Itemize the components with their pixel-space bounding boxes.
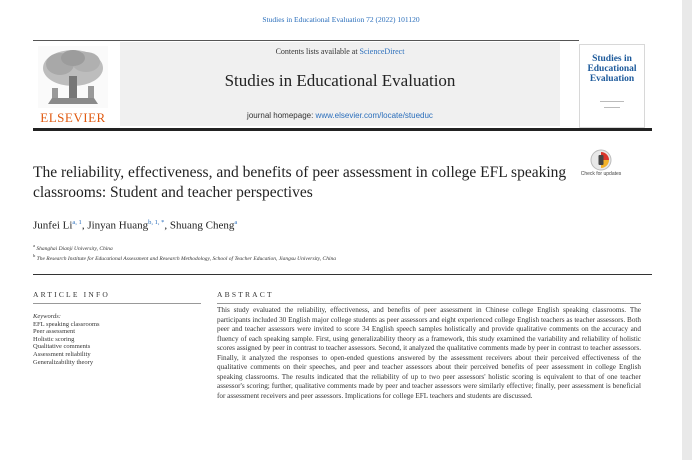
- keyword-item: Holistic scoring: [33, 335, 75, 343]
- affiliation-b: $^b$ The Research Institute for Educational Assessment and Research Methodology, School of Teacher Education, Jiangsu University, China: [33, 253, 336, 262]
- crossmark-icon[interactable]: [590, 149, 612, 171]
- homepage-link[interactable]: www.elsevier.com/locate/stueduc: [315, 111, 433, 120]
- keywords-block: [33, 313, 100, 366]
- abstract-text: This study evaluated the reliability, effectiveness, and benefits of peer assessment in Chinese college English speaking classrooms. The participants included 30 English major college students as peer assessors and eight experienced college English teachers as teacher assessors. Both peer and teacher assessors were invited to score 34 English speech samples holistically and provide qualitative comments on the accuracy and fluency of each speaking sample. First, using generalizability theory as a framework, this study examined the variability and reliability of holistic scores assigned by peer in contrast to teacher assessors. Second, it analyzed the qualitative comments made by peer in contrast to teacher assessors. Finally, it analyzed the responses to open-ended questions answered by the assessment receivers about their perceived effectiveness of the qualitative comments on their speeches, and peer and teacher assessors about their perceived benefits of peer assessment in college English speaking classrooms. The results indicated that the reliability of up to two peer assessors' holistic scoring is equivalent to that of one teacher assessor's scoring; further, qualitative comments made by peer and teacher assessors were similarly effective; finally, peer assessment is beneficial for assessment receivers and peer assessors. Implications for college EFL teachers and students are discussed.: [217, 306, 641, 400]
- journal-cover-thumbnail[interactable]: [579, 44, 645, 128]
- author-name[interactable]: Jinyan Huang: [87, 219, 149, 232]
- author-affiliation-marker[interactable]: a: [234, 219, 238, 226]
- keywords-heading: Keywords:: [33, 313, 61, 320]
- journal-title: Studies in Educational Evaluation: [224, 71, 456, 90]
- publisher-wordmark[interactable]: ELSEVIER: [40, 110, 106, 125]
- journal-homepage-line: [120, 111, 560, 120]
- header-top-rule: [33, 40, 579, 41]
- author-name[interactable]: Shuang Cheng: [169, 219, 235, 232]
- article-info-rule: [33, 303, 201, 304]
- author-separator: ,: [81, 219, 88, 232]
- elsevier-tree-logo-icon: [38, 46, 108, 108]
- article-title: The reliability, effectiveness, and benefits of peer assessment in college EFL speaking classrooms: Student and teacher perspectives: [33, 164, 567, 201]
- author-list: [33, 219, 237, 232]
- cover-decoration: [604, 107, 620, 108]
- header-bottom-rule: [33, 128, 652, 131]
- affiliation-a: $^a$ Shanghai Dianji University, China: [33, 243, 113, 252]
- keyword-item: Qualitative comments: [33, 343, 91, 351]
- page-scrollbar[interactable]: [682, 0, 692, 460]
- sciencedirect-link[interactable]: ScienceDirect: [359, 47, 405, 56]
- homepage-prefix: journal homepage:: [247, 111, 316, 120]
- cover-title: Studies in Educational Evaluation: [587, 54, 637, 84]
- abstract-heading: ABSTRACT: [217, 290, 274, 299]
- abstract-rule: [217, 303, 641, 304]
- keyword-item: Generalizability theory: [33, 358, 94, 366]
- article-info-heading: ARTICLE INFO: [33, 290, 110, 299]
- section-divider: [33, 274, 652, 275]
- contents-available-line: [120, 47, 560, 56]
- author-separator: ,: [164, 219, 170, 232]
- author-name[interactable]: Junfei Li: [33, 219, 73, 232]
- keyword-item: EFL speaking classrooms: [33, 320, 100, 328]
- author-affiliation-marker[interactable]: b, 1, *: [148, 219, 165, 226]
- keyword-item: Assessment reliability: [33, 350, 91, 358]
- keyword-item: Peer assessment: [33, 328, 76, 336]
- author-affiliation-marker[interactable]: a, 1: [72, 219, 82, 226]
- cover-decoration: [600, 101, 624, 102]
- crossmark-label[interactable]: Check for updates: [580, 171, 622, 177]
- journal-citation[interactable]: Studies in Educational Evaluation 72 (2022) 101120: [262, 15, 420, 24]
- contents-prefix: Contents lists available at: [275, 47, 360, 56]
